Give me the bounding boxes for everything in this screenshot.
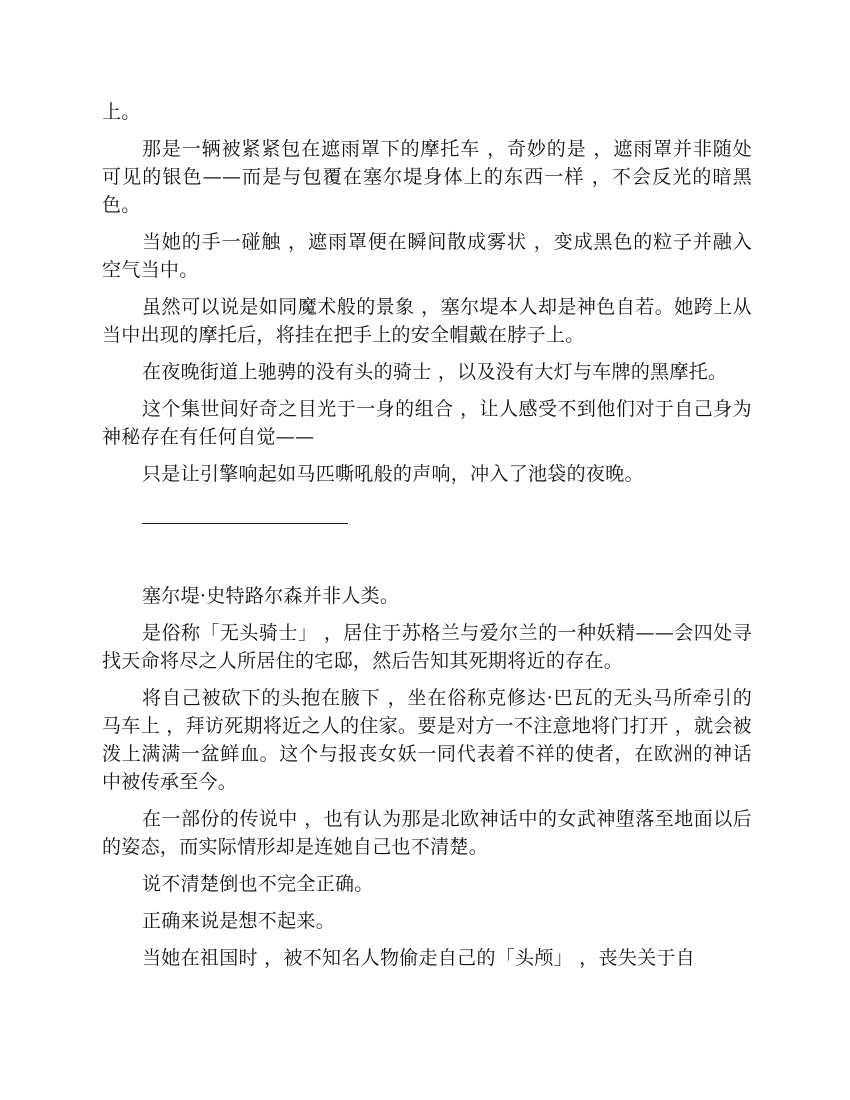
paragraph: 将自己被砍下的头抱在腋下 ，坐在俗称克修达·巴瓦的无头马所牵引的马车上 ，拜访死期将近之人的住家。要是对方一不注意地将门打开 ，就会被泼上满满一盆鲜血。这个与报丧女妖一同代表着不祥的使者，在欧洲的神话中被传承至今。 — [102, 687, 752, 793]
paragraph: 当她的手一碰触 ，遮雨罩便在瞬间散成雾状 ，变成黑色的粒子并融入空气当中。 — [102, 231, 752, 281]
document-page — [102, 98, 752, 981]
section-divider — [142, 500, 752, 528]
paragraph: 正确来说是想不起来。 — [142, 910, 336, 932]
paragraph: 虽然可以说是如同魔术般的景象 ，塞尔堤本人却是神色自若。她跨上从当中出现的摩托后，将挂在把手上的安全帽戴在脖子上。 — [102, 296, 752, 346]
paragraph: 塞尔堤·史特路尔森并非人类。 — [142, 585, 400, 607]
paragraph: 当她在祖国时 ，被不知名人物偷走自己的「头颅」 ，丧失关于自 — [142, 947, 696, 969]
paragraph: 只是让引擎响起如马匹嘶吼般的声响，冲入了池袋的夜晚。 — [142, 463, 644, 485]
paragraph: 说不清楚倒也不完全正确。 — [142, 873, 374, 895]
paragraph: 这个集世间好奇之目光于一身的组合 ，让人感受不到他们对于自己身为神秘存在有任何自觉—— — [102, 398, 752, 448]
paragraph: 在夜晚街道上驰骋的没有头的骑士 ，以及没有大灯与车牌的黑摩托。 — [142, 361, 728, 383]
paragraph: 在一部份的传说中 ，也有认为那是北欧神话中的女武神堕落至地面以后的姿态，而实际情形却是连她自己也不清楚。 — [102, 808, 752, 858]
paragraph: 那是一辆被紧紧包在遮雨罩下的摩托车 ，奇妙的是 ，遮雨罩并非随处可见的银色——而是与包覆在塞尔堤身体上的东西一样 ，不会反光的暗黑色。 — [102, 138, 752, 216]
paragraph: 上。 — [102, 101, 141, 123]
paragraph: 是俗称「无头骑士」 ，居住于苏格兰与爱尔兰的一种妖精——会四处寻找天命将尽之人所居住的宅邸，然后告知其死期将近的存在。 — [102, 622, 752, 672]
divider-line — [142, 523, 348, 524]
